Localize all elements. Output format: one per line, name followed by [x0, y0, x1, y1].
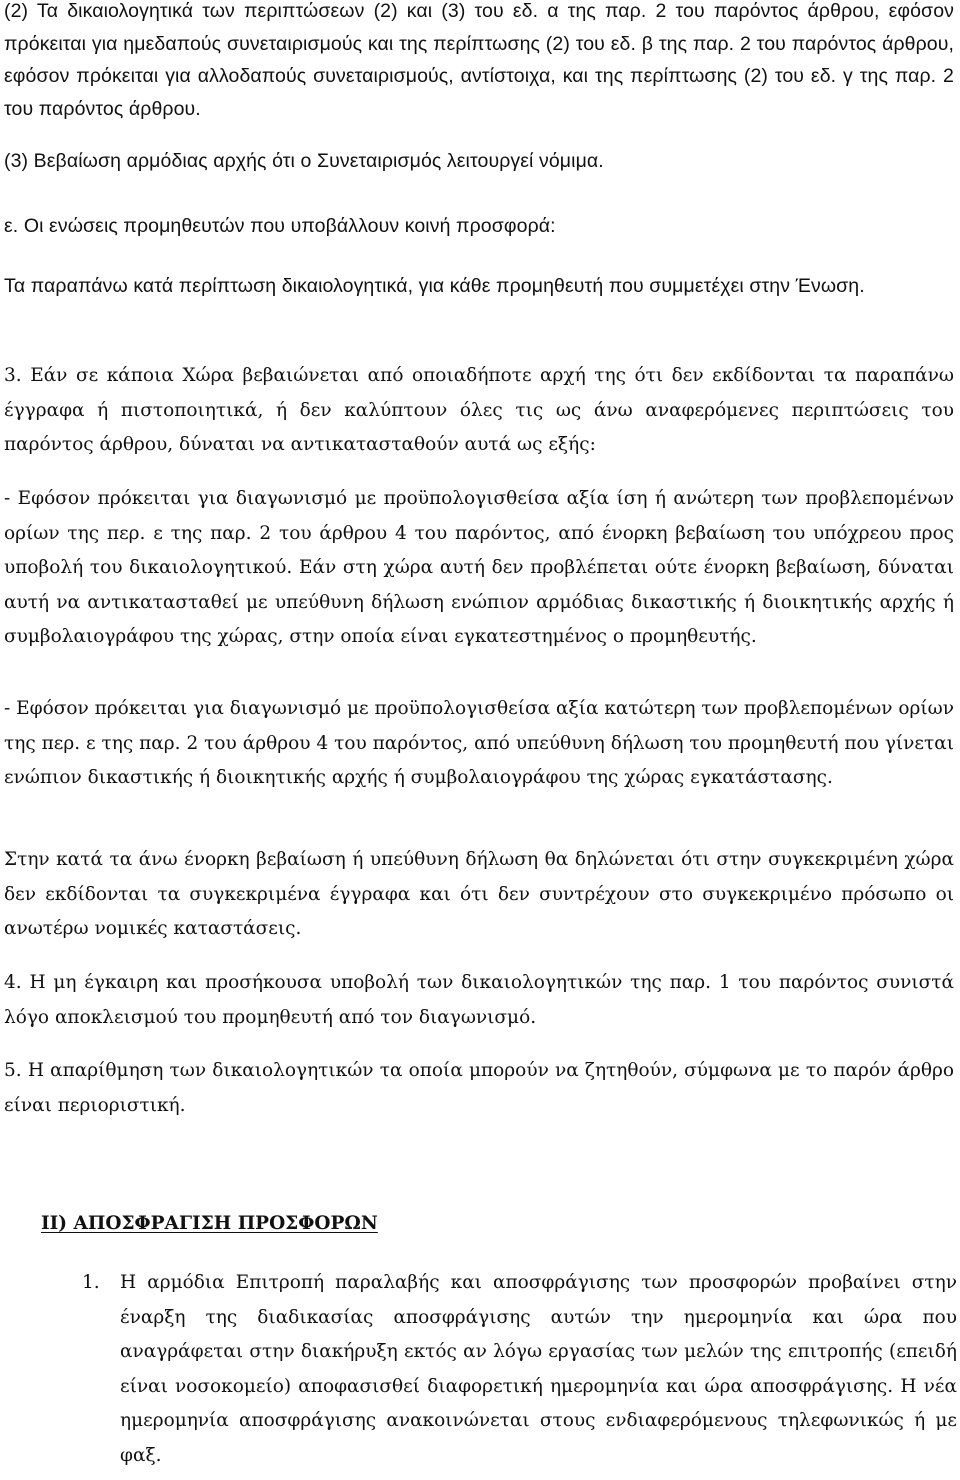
paragraph-5-restrictive-list: 5. Η απαρίθμηση των δικαιολογητικών τα οποία μπορούν να ζητηθούν, σύμφωνα με το παρόν άρθρο είναι περιοριστική.: [4, 1060, 954, 1116]
paragraph-3-substitution-documents: 3. Εάν σε κάποια Χώρα βεβαιώνεται από οποιαδήποτε αρχή της ότι δεν εκδίδονται τα παραπάνω έγγραφα ή πιστοποιητικά, ή δεν καλύπτουν όλες τις ως άνω αναφερόμενες περιπτώσεις του παρόντος άρθρου, δύναται να αντικατασταθούν αυτά ως εξής:: [4, 365, 954, 455]
paragraph-above-threshold: - Εφόσον πρόκειται για διαγωνισμό με προϋπολογισθείσα αξία ίση ή ανώτερη των προβλεπομένων ορίων της περ. ε της παρ. 2 του άρθρου 4 του παρόντος, από ένορκη βεβαίωση του υπόχρεου προς υποβολή του δικαιολογητικού. Εάν στη χώρα αυτή δεν προβλέπεται ούτε ένορκη βεβαίωση, δύναται αυτή να αντικατασταθεί με υπεύθυνη δήλωση ενώπιον αρμόδιας δικαστικής ή διοικητικής αρχής ή συμβολαιογράφου της χώρας, στην οποία είναι εγκατεστημένος ο προμηθευτής.: [4, 488, 954, 647]
paragraph-below-threshold: - Εφόσον πρόκειται για διαγωνισμό με προϋπολογισθείσα αξία κατώτερη των προβλεπομένων ορίων της περ. ε της παρ. 2 του άρθρου 4 του παρόντος, από υπεύθυνη δήλωση του προμηθευτή που γίνεται ενώπιον δικαστικής ή διοικητικής αρχής ή συμβολαιογράφου της χώρας εγκατάστασης.: [4, 698, 954, 788]
paragraph-supplier-unions: ε. Οι ενώσεις προμηθευτών που υποβάλλουν κοινή προσφορά:: [4, 215, 556, 237]
paragraph-supporting-documents-cooperatives: (2) Τα δικαιολογητικά των περιπτώσεων (2) και (3) του εδ. α της παρ. 2 του παρόντος άρθρου, εφόσον πρόκειται για ημεδαπούς συνεταιρισμούς και της περίπτωσης (2) του εδ. β της παρ. 2 του παρόντος άρθρου, εφόσον πρόκειται για αλλοδαπούς συνεταιρισμούς, αντίστοιχα, και της περίπτωσης (2) του εδ. γ της παρ. 2 του παρόντος άρθρου.: [4, 0, 954, 120]
paragraph-4-exclusion: 4. Η μη έγκαιρη και προσήκουσα υποβολή των δικαιολογητικών της παρ. 1 του παρόντος συνιστά λόγο αποκλεισμού του προμηθευτή από τον διαγωνισμό.: [4, 972, 954, 1028]
paragraph-sworn-statement: Στην κατά τα άνω ένορκη βεβαίωση ή υπεύθυνη δήλωση θα δηλώνεται ότι στην συγκεκριμένη χώρα δεν εκδίδονται τα συγκεκριμένα έγγραφα και ότι δεν συντρέχουν στο συγκεκριμένο πρόσωπο οι ανωτέρω νομικές καταστάσεις.: [4, 849, 954, 939]
section-heading: ΙΙ) ΑΠΟΣΦΡΑΓΙΣΗ ΠΡΟΣΦΟΡΩΝ: [41, 1213, 378, 1234]
list-item-number: 1.: [82, 1272, 100, 1293]
paragraph-cooperative-legal-operation: (3) Βεβαίωση αρμόδιας αρχής ότι ο Συνεταιρισμός λειτουργεί νόμιμα.: [4, 150, 604, 172]
paragraph-union-documents: Τα παραπάνω κατά περίπτωση δικαιολογητικά, για κάθε προμηθευτή που συμμετέχει στην Ένωση.: [4, 275, 865, 297]
list-item-text: Η αρμόδια Επιτροπή παραλαβής και αποσφράγισης των προσφορών προβαίνει στην έναρξη της διαδικασίας αποσφράγισης αυτών την ημερομηνία και ώρα που αναγράφεται στην διακήρυξη εκτός αν λόγω εργασίας των μελών της επιτροπής (επειδή είναι νοσοκομείο) αποφασισθεί διαφορετική ημερομηνία και ώρα αποσφράγισης. Η νέα ημερομηνία αποσφράγισης ανακοινώνεται στους ενδιαφερόμενους τηλεφωνικώς ή με φαξ.: [120, 1272, 957, 1466]
list-item: [82, 1266, 957, 1473]
